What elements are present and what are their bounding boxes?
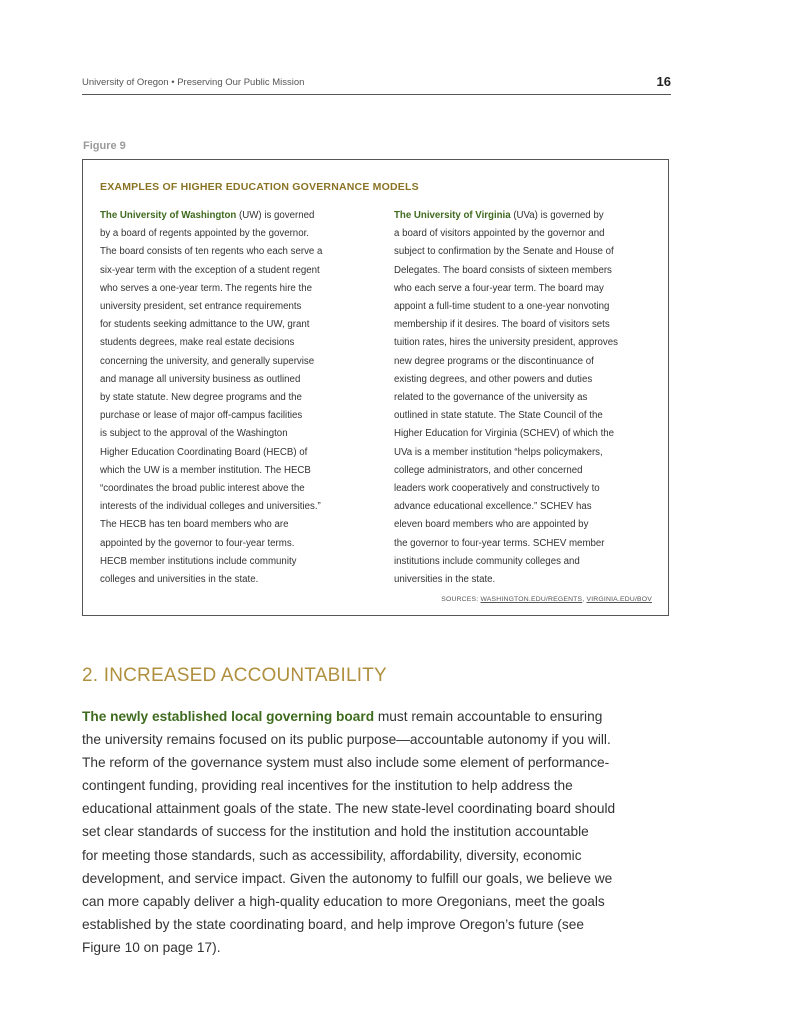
column-line: appoint a full-time student to a one-year nonvoting: [394, 301, 610, 313]
sources-prefix: SOURCES:: [441, 596, 481, 603]
body-paragraph: [82, 705, 682, 959]
column-line: Higher Education Coordinating Board (HECB) of: [100, 446, 308, 458]
column-line: advance educational excellence.” SCHEV has: [394, 501, 592, 513]
column-line: The HECB has ten board members who are: [100, 519, 289, 531]
section-heading: 2. INCREASED ACCOUNTABILITY: [82, 665, 387, 686]
column-line: The board consists of ten regents who each serve a: [100, 246, 323, 258]
paragraph-line: educational attainment goals of the state. The new state-level coordinating board should: [82, 801, 616, 817]
figure-title: EXAMPLES OF HIGHER EDUCATION GOVERNANCE MODELS: [100, 181, 419, 193]
column-line: college administrators, and other concerned: [394, 464, 583, 476]
paragraph-line: The reform of the governance system must also include some element of performance-: [82, 755, 610, 771]
column-line: outlined in state statute. The State Council of the: [394, 410, 603, 422]
column-line: new degree programs or the discontinuance of: [394, 355, 594, 367]
column-line: [100, 207, 370, 225]
column-line: subject to confirmation by the Senate and House of: [394, 246, 614, 258]
column-line: concerning the university, and generally supervise: [100, 355, 315, 367]
column-line: colleges and universities in the state.: [100, 574, 259, 586]
column-line: universities in the state.: [394, 574, 496, 586]
paragraph-line: for meeting those standards, such as accessibility, affordability, diversity, economic: [82, 847, 582, 863]
column-line: who serves a one-year term. The regents hire the: [100, 282, 312, 294]
column-line: [394, 207, 662, 225]
paragraph-line: established by the state coordinating board, and help improve Oregon’s future (see: [82, 916, 584, 932]
figure-sources: [441, 596, 652, 603]
column-line: a board of visitors appointed by the governor and: [394, 228, 605, 240]
column-line: tuition rates, hires the university president, approves: [394, 337, 619, 349]
sources-separator: ,: [582, 596, 587, 603]
column-line: for students seeking admittance to the UW, grant: [100, 319, 310, 331]
column-line: existing degrees, and other powers and duties: [394, 373, 593, 385]
paragraph-line: development, and service impact. Given the autonomy to fulfill our goals, we believe we: [82, 870, 613, 886]
column-line: university president, set entrance requirements: [100, 301, 302, 313]
column-line: membership if it desires. The board of visitors sets: [394, 319, 610, 331]
running-title: University of Oregon • Preserving Our Public Mission: [82, 77, 305, 88]
page-number: 16: [656, 74, 671, 89]
column-line: “coordinates the broad public interest above the: [100, 483, 305, 495]
figure-left-column: [100, 207, 370, 589]
figure-label: Figure 9: [83, 140, 126, 152]
column-line: Higher Education for Virginia (SCHEV) of which the: [394, 428, 615, 440]
column-line: the governor to four-year terms. SCHEV member: [394, 537, 605, 549]
source-link-virginia[interactable]: VIRGINIA.EDU/BOV: [586, 596, 652, 603]
paragraph-lead: The newly established local governing board: [82, 709, 375, 724]
paragraph-line: contingent funding, providing real incentives for the institution to help address the: [82, 778, 573, 794]
paragraph-line: the university remains focused on its public purpose—accountable autonomy if you will.: [82, 732, 611, 748]
column-line: Delegates. The board consists of sixteen members: [394, 264, 612, 276]
column-line: UVa is a member institution “helps policymakers,: [394, 446, 603, 458]
column-line: students degrees, make real estate decisions: [100, 337, 295, 349]
paragraph-line-text: must remain accountable to ensuring: [374, 709, 603, 724]
column-line: by state statute. New degree programs and the: [100, 392, 302, 404]
column-lead: The University of Washington: [100, 210, 237, 221]
column-line-text: (UVa) is governed by: [510, 210, 604, 221]
column-lead: The University of Virginia: [394, 210, 511, 221]
column-line: leaders work cooperatively and constructively to: [394, 483, 600, 495]
column-line: purchase or lease of major off-campus facilities: [100, 410, 303, 422]
paragraph-line: set clear standards of success for the institution and hold the institution accountable: [82, 824, 589, 840]
column-line: related to the governance of the university as: [394, 392, 588, 404]
page-header: [82, 75, 671, 95]
figure-box: [82, 159, 669, 616]
figure-right-column: [394, 207, 662, 589]
column-line: who each serve a four-year term. The board may: [394, 282, 604, 294]
column-line: appointed by the governor to four-year terms.: [100, 537, 295, 549]
column-line: six-year term with the exception of a student regent: [100, 264, 320, 276]
column-line: institutions include community colleges and: [394, 555, 580, 567]
column-line: by a board of regents appointed by the governor.: [100, 228, 309, 240]
column-line: HECB member institutions include community: [100, 555, 297, 567]
paragraph-line: can more capably deliver a high-quality education to more Oregonians, meet the goals: [82, 893, 605, 909]
column-line: interests of the individual colleges and universities.”: [100, 501, 321, 513]
column-line: is subject to the approval of the Washington: [100, 428, 288, 440]
column-line: which the UW is a member institution. The HECB: [100, 464, 311, 476]
source-link-washington[interactable]: WASHINGTON.EDU/REGENTS: [480, 596, 583, 603]
column-line: and manage all university business as outlined: [100, 373, 301, 385]
column-line: eleven board members who are appointed by: [394, 519, 589, 531]
paragraph-line: [82, 705, 682, 728]
paragraph-line: Figure 10 on page 17).: [82, 939, 221, 955]
column-line-text: (UW) is governed: [236, 210, 315, 221]
